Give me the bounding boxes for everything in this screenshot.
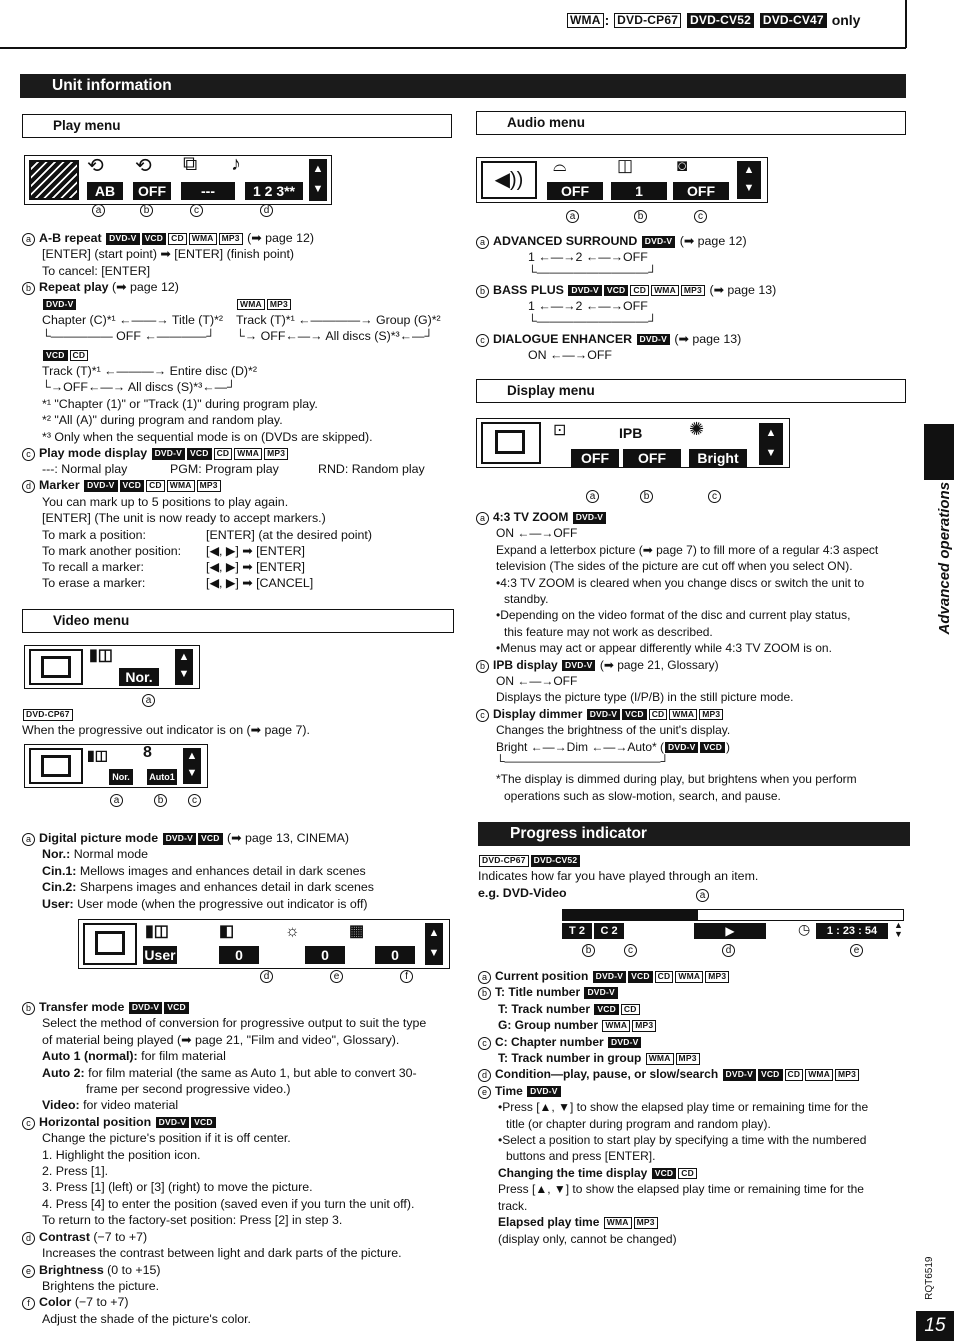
play-menu-osd xyxy=(24,155,332,205)
off-value: OFF xyxy=(133,182,171,200)
picture-icon xyxy=(83,923,137,965)
header-vline xyxy=(905,0,907,48)
updown-icon: ▲ ▼ xyxy=(894,920,903,939)
label-b: b xyxy=(140,204,153,217)
color-icon: ▦ xyxy=(349,923,365,940)
updown-icon: ▲ ▼ xyxy=(759,423,783,465)
video-osd-2 xyxy=(24,744,208,788)
progress-intro: DVD-CP67 DVD-CV52 Indicates how far you have played through an item. e.g. DVD-Video xyxy=(478,855,759,900)
zoom-value: OFF xyxy=(571,449,619,467)
repeat-icon-2: ⟲ xyxy=(135,155,152,177)
label-f: f xyxy=(400,970,413,983)
marker-value: 1 2 3** xyxy=(245,182,303,200)
user-value: User xyxy=(144,947,176,963)
picture-mode-value: Nor. xyxy=(119,668,159,686)
label-a: a xyxy=(92,204,105,217)
time-value: 1 : 23 : 54 xyxy=(816,923,888,939)
video-menu-text: b Transfer mode DVD-V VCD Select the method of conversion for progressive output to suit the type of material being played (➡ page 21, "Film and video", Glossary). Auto 1 (normal): for film material Auto 2: for film material (the same as Auto 1, but able to convert 30- frame per second progressive video.) Video: for video material c Horizontal position DVD-V VCD Change the picture's position if it is off center. 1. Highlight the position icon. 2. Press [1]. 3. Press [1] (left) or [3] (right) to move the picture. 4. Press [4] to enter the position (saved even if you turn the unit off). To return to the factory-set position: Press [2] in step 3. d Contrast (−7 to +7) Increases the contrast between light and dark parts of the picture. e Brightness (0 to +15) Brightens the picture. f Color (−7 to +7) Adjust the shade of the picture's color. xyxy=(22,999,462,1327)
document-code: RQT6519 xyxy=(923,1256,935,1300)
display-menu-text: a 4:3 TV ZOOM DVD-V ON ←—→OFF Expand a letterbox picture (➡ page 7) to fill more of a regular 4:3 aspect television (The sides of the picture are cut off when you select ON). •4:3 TV ZOOM is cleared when you change discs or switch the unit to standby. •Depending on the video format of the disc and current play status, this feature may not work as described. •Menus may act or appear differently while 4:3 TV ZOOM is on. b IPB display DVD-V (➡ page 21, Glossary) ON ←—→OFF Displays the picture type (I/P/B) in the still picture mode. c Display dimmer DVD-V VCD CD WMA MP3 Changes the brightness of the unit's display. Bright ←—→Dim ←—→Auto* ( DVD-V VCD ) └—————————————┘ *The display is dimmed during play, but brightens when you perform operations such as slow-motion, search, and pause. xyxy=(476,509,916,804)
progress-text: a Current position DVD-V VCD CD WMA MP3 b T: Title number DVD-V T: Track number VCD CD G: Group number WMA MP3 c C: Chapter number DVD-V T: Track number in group WMA MP3 d Condition—play, pause, or slow/search DVD-V VCD CD WMA MP3 e Time DVD-V •Press [▲, ▼] to show the elapsed play time or remaining time for the title (or chapter during program and random play). •Select a position to start play by specifying a time with the numbered buttons and press [ENTER]. Changing the time display VCD CD Press [▲, ▼] to show the elapsed play time or remaining time for the track. Elapsed play time WMA MP3 (display only, cannot be changed) xyxy=(478,968,918,1247)
page-number: 15 xyxy=(916,1311,954,1341)
repeat-icon: ⟲ xyxy=(87,155,104,177)
audio-osd xyxy=(476,157,768,203)
label-a: a xyxy=(566,210,579,223)
label-a: a xyxy=(586,490,599,503)
color-value: 0 xyxy=(375,946,415,964)
mode-icon: ▮◫ xyxy=(89,647,113,664)
digital-picture-mode: a Digital picture mode DVD-V VCD (➡ page 13, CINEMA) Nor.: Normal mode Cin.1: Mellows images and enhances detail in dark scenes Cin.2: Sharpens images and enhances detail in dark scenes User: User mode (when the progressive out indicator is off) xyxy=(22,830,462,912)
label-c: c xyxy=(694,210,707,223)
audio-menu-title: Audio menu xyxy=(476,111,906,135)
label-a: a xyxy=(142,694,155,707)
label-e: e xyxy=(850,944,863,957)
clock-icon: ◷ xyxy=(798,921,811,937)
label-d: d xyxy=(722,944,735,957)
updown-icon: ▲ ▼ xyxy=(425,923,443,965)
dialogue-icon: ◙ xyxy=(677,156,688,175)
video-menu-title: Video menu xyxy=(22,609,454,633)
ipb-value: OFF xyxy=(623,449,681,467)
transfer-icon: 8 xyxy=(143,744,152,761)
disc-icon xyxy=(29,160,79,200)
chapter-number: C 2 xyxy=(594,923,624,939)
video-osd-1 xyxy=(24,645,200,689)
progress-osd xyxy=(558,907,910,943)
header-line xyxy=(0,47,906,49)
audio-menu-text: a ADVANCED SURROUND DVD-V (➡ page 12) 1 ←—→2 ←—→OFF └—————————┘ b BASS PLUS DVD-V VCD CD WMA MP3 (➡ page 13) 1 ←—→2 ←—→OFF └—————————┘ c DIALOGUE ENHANCER DVD-V (➡ page 13) ON ←—→OFF xyxy=(476,233,916,363)
zoom-icon: ⊡ xyxy=(553,422,567,439)
label-e: e xyxy=(330,970,343,983)
label-b: b xyxy=(582,944,595,957)
ipb-icon: IPB xyxy=(619,425,643,441)
side-vertical-label: Advanced operations xyxy=(935,481,953,635)
label-c: c xyxy=(190,204,203,217)
side-tab-marker xyxy=(924,424,954,480)
ab-value: AB xyxy=(87,182,123,200)
label-a: a xyxy=(110,794,123,807)
mode-icon: ▮◫ xyxy=(145,923,169,940)
tag-cv47: DVD-CV47 xyxy=(760,13,827,28)
surround-value: OFF xyxy=(547,182,603,200)
mode-value: --- xyxy=(181,182,235,200)
label-c: c xyxy=(708,490,721,503)
only-label: only xyxy=(831,12,861,28)
video-osd-3 xyxy=(78,919,450,969)
model-header: WMA : DVD-CP67 DVD-CV52 DVD-CV47 only xyxy=(566,12,860,28)
play-menu-text: a A-B repeat DVD-V VCD CD WMA MP3 (➡ page 12) [ENTER] (start point) ➡ [ENTER] (finish point) To cancel: [ENTER] b Repeat play (➡ page 12) DVD-V WMA MP3 Chapter (C)*¹ ←——→ Title (T)*² Track (T)*¹ ←————→ Group (G)*² └————— OFF ←————┘ └→ OFF←—→ All discs (S)*³←—┘ VCD CD Track (T)*¹ ←———→ Entire disc (D)*² └→OFF←—→ All discs (S)*³←—┘ *¹ "Chapter (1)" or "Track (1)" during program play. *² "All (A)" during program and random play. *³ Only when the sequential mode is on (DVDs are skipped). c Play mode display DVD-V VCD CD WMA MP3 ---: Normal play PGM: Program play RND: Random play d Marker DVD-V VCD CD WMA MP3 You can mark up to 5 positions to play again. [ENTER] (The unit is now ready to accept markers.) To mark a position: [ENTER] (at the desired point) To mark another position: [◀, ▶] ➡ [ENTER] To recall a marker: [◀, ▶] ➡ [ENTER] To erase a marker: [◀, ▶] ➡ [CANCEL] xyxy=(22,230,462,591)
updown-icon: ▲ ▼ xyxy=(309,159,327,201)
status-bar: ▶ xyxy=(694,923,766,939)
dialogue-value: OFF xyxy=(673,182,729,200)
display-osd xyxy=(476,418,790,468)
label-b: b xyxy=(634,210,647,223)
nor-value: Nor. xyxy=(109,769,133,785)
speaker-icon: ◀)) xyxy=(481,161,537,199)
label-c: c xyxy=(188,794,201,807)
updown-icon: ▲ ▼ xyxy=(737,161,761,199)
contrast-icon: ◧ xyxy=(219,923,235,940)
section-unit-information: Unit information xyxy=(20,74,906,98)
label-b: b xyxy=(154,794,167,807)
contrast-value: 0 xyxy=(219,946,259,964)
surround-icon: ⌓ xyxy=(553,156,567,175)
display-menu-title: Display menu xyxy=(476,379,906,403)
updown-icon: ▲ ▼ xyxy=(183,748,201,784)
picture-icon xyxy=(29,649,83,685)
label-b: b xyxy=(640,490,653,503)
title-number: T 2 xyxy=(562,923,592,939)
label-d: d xyxy=(260,204,273,217)
section-progress-indicator: Progress indicator xyxy=(478,822,910,846)
video-cp67-note: DVD-CP67 When the progressive out indicator is on (➡ page 7). xyxy=(22,709,310,738)
auto1-value: Auto1 xyxy=(147,769,177,785)
bright-value: Bright xyxy=(689,449,747,467)
tag-cp67: DVD-CP67 xyxy=(614,13,681,28)
brightness-icon: ☼ xyxy=(285,923,300,940)
progress-fill xyxy=(562,909,698,921)
marker-icon: ♪ xyxy=(231,153,241,175)
display-icon xyxy=(481,422,541,464)
dimmer-icon: ✺ xyxy=(689,419,705,439)
tag-wma: WMA xyxy=(567,13,604,28)
brightness-value: 0 xyxy=(305,946,345,964)
label-d: d xyxy=(260,970,273,983)
label-a: a xyxy=(696,889,709,902)
picture-icon xyxy=(29,748,83,784)
play-menu-title: Play menu xyxy=(22,114,452,138)
updown-icon: ▲ ▼ xyxy=(175,649,193,685)
playmode-icon: ⧉ xyxy=(183,153,198,175)
mode-icon: ▮◫ xyxy=(87,747,108,763)
label-c: c xyxy=(624,944,637,957)
bass-value: 1 xyxy=(611,182,667,200)
tag-cv52: DVD-CV52 xyxy=(687,13,754,28)
bass-icon: ◫ xyxy=(617,156,634,175)
